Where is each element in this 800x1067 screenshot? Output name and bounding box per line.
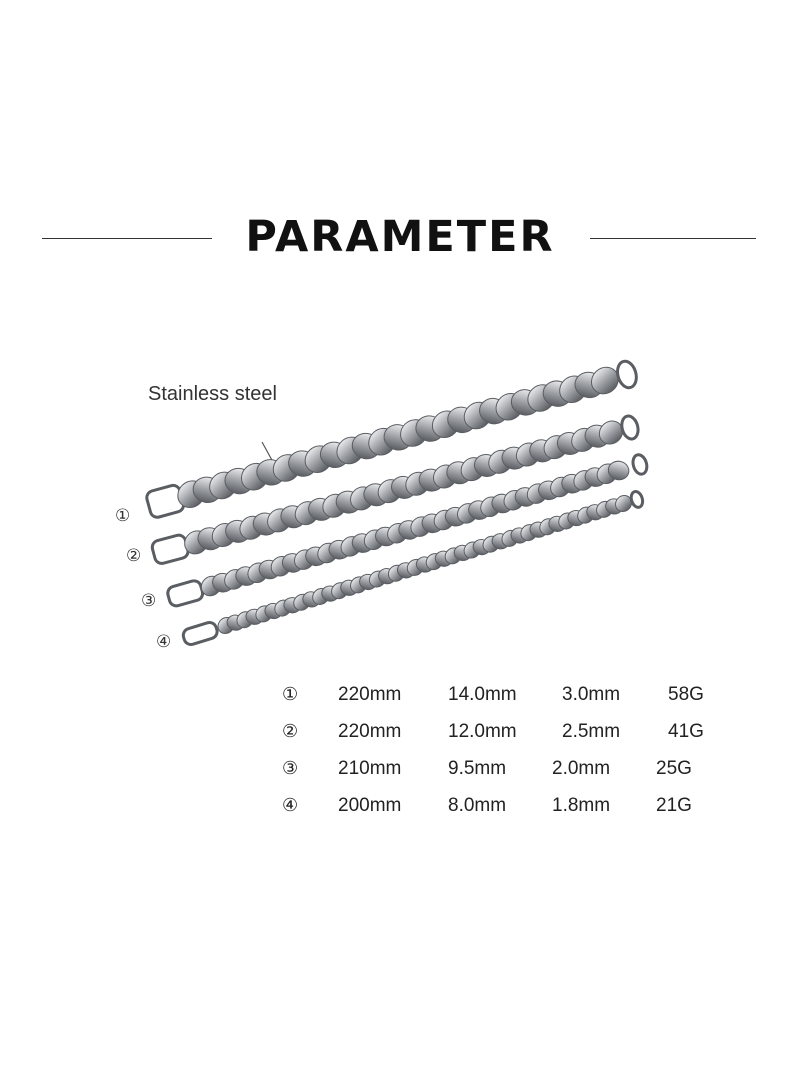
clasp (166, 579, 204, 607)
spec-marker: ② (282, 721, 299, 742)
spec-width: 14.0mm (448, 684, 517, 705)
end-ring (629, 490, 644, 509)
material-label: Stainless steel (148, 383, 277, 405)
end-ring (615, 359, 640, 390)
spec-length: 220mm (338, 721, 402, 742)
spec-length: 200mm (338, 795, 402, 816)
page-title: PARAMETER (245, 212, 555, 262)
spec-weight: 58G (668, 684, 704, 705)
chain-marker-2: ② (126, 546, 142, 566)
end-ring (619, 414, 640, 441)
spec-marker: ④ (282, 795, 299, 816)
clasp (182, 621, 219, 646)
spec-thickness: 2.5mm (562, 721, 621, 742)
spec-marker: ③ (282, 758, 299, 779)
end-ring (631, 453, 649, 476)
spec-width: 8.0mm (448, 795, 507, 816)
spec-length: 210mm (338, 758, 402, 779)
chain-marker-3: ③ (141, 591, 157, 611)
clasp (151, 534, 190, 565)
chain-marker-1: ① (115, 506, 131, 526)
spec-thickness: 3.0mm (562, 684, 621, 705)
spec-width: 9.5mm (448, 758, 507, 779)
spec-weight: 41G (668, 721, 704, 742)
chain-marker-4: ④ (156, 632, 172, 652)
spec-width: 12.0mm (448, 721, 517, 742)
spec-thickness: 1.8mm (552, 795, 611, 816)
spec-length: 220mm (338, 684, 402, 705)
spec-marker: ① (282, 684, 299, 705)
spec-weight: 25G (656, 758, 692, 779)
spec-weight: 21G (656, 795, 692, 816)
spec-thickness: 2.0mm (552, 758, 611, 779)
